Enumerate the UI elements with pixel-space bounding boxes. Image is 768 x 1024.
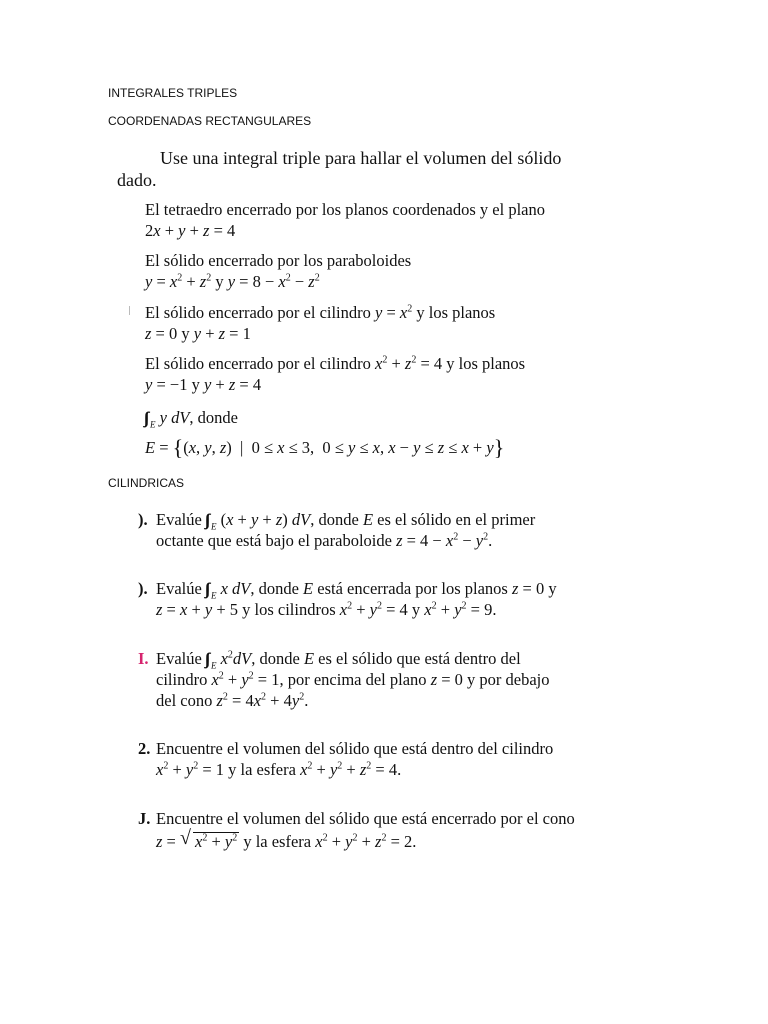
cyl-problem-3-line-2: cilindro $x^2 + y^2 = 1$, por encima del plano z = 0 y por debajo xyxy=(156,670,550,689)
heading-coordenadas-rectangulares: COORDENADAS RECTANGULARES xyxy=(108,114,312,128)
cyl-problem-2-line-2: z = x + y + 5 y los cilindros $x^2 + y^2 = 4$ y $x^2 + y^2 = 9$. xyxy=(156,600,497,619)
problem-3-line-2: z = 0 y y + z = 1 xyxy=(145,324,251,343)
problem-2-line-1: El sólido encerrado por los paraboloides xyxy=(145,251,412,270)
cyl-problem-2-number: ). xyxy=(138,579,148,598)
cyl-problem-4-number: 2. xyxy=(138,739,151,758)
square-root: √ $x^2 + y^2$ xyxy=(179,827,238,851)
problem-1-line-1: El tetraedro encerrado por los planos coordenados y el plano xyxy=(145,200,545,219)
problem-5-line-1: $_E$ y dV, donde xyxy=(150,408,238,430)
cyl-problem-5-line-1 xyxy=(138,808,575,829)
cyl-problem-3-line-3: del cono $z^2 = 4x^2 + 4y^2$. xyxy=(156,691,309,710)
cyl-problem-2-line-1: ). Evalúe $_E$ x dV, donde E está encerrada por los planos z = 0 y xyxy=(138,579,557,601)
intro-line-1: Use una integral triple para hallar el volumen del sólido xyxy=(160,148,562,168)
intro-line-2: dado. xyxy=(117,170,157,190)
cyl-problem-5-line-2: z = √ $x^2 + y^2$ y la esfera $x^2 + y^2 + z^2 = 2$. xyxy=(156,827,417,851)
cyl-problem-4-line-2: $x^2 + y^2 = 1$ y la esfera $x^2 + y^2 + z^2 = 4$. xyxy=(156,760,402,779)
problem-3-line-1: El sólido encerrado por el cilindro $y = x^2$ y los planos xyxy=(145,303,496,322)
cyl-problem-1-line-1: ). Evalúe $_E$ (x + y + z) dV, donde E es el sólido en el primer xyxy=(138,510,536,532)
problem-5-line-2: E = {(x, y, z) | 0 ≤ x ≤ 3, 0 ≤ y ≤ x, x − y ≤ z ≤ x + y} xyxy=(145,435,505,460)
cyl-problem-4-line-1 xyxy=(138,738,554,759)
margin-mark xyxy=(129,306,130,315)
heading-integrales-triples: INTEGRALES TRIPLES xyxy=(108,86,238,100)
problem-4-line-1: El sólido encerrado por el cilindro $x^2 + z^2 = 4$ y los planos xyxy=(145,354,526,373)
problem-2-line-2: $y = x^2 + z^2$ y $y = 8 - x^2 - z^2$ xyxy=(145,272,320,291)
problem-4-line-2: y = −1 y y + z = 4 xyxy=(145,375,262,394)
cyl-problem-1-number: ). xyxy=(138,510,148,529)
problem-1-line-2: 2x + y + z = 4 xyxy=(145,221,236,240)
heading-cilindricas: CILINDRICAS xyxy=(108,476,185,490)
cyl-problem-3-line-1: I. Evalúe $_E$ $x^2dV$, donde E es el sólido que está dentro del xyxy=(138,649,521,671)
cyl-problem-5-number: J. xyxy=(138,809,151,828)
cyl-problem-3-number: I. xyxy=(138,649,149,668)
cyl-problem-5-text: Encuentre el volumen del sólido que está encerrado por el cono xyxy=(156,809,575,828)
cyl-problem-1-line-2: octante que está bajo el paraboloide $z = 4 - x^2 - y^2$. xyxy=(156,531,493,550)
cyl-problem-4-text: Encuentre el volumen del sólido que está dentro del cilindro xyxy=(156,739,554,758)
